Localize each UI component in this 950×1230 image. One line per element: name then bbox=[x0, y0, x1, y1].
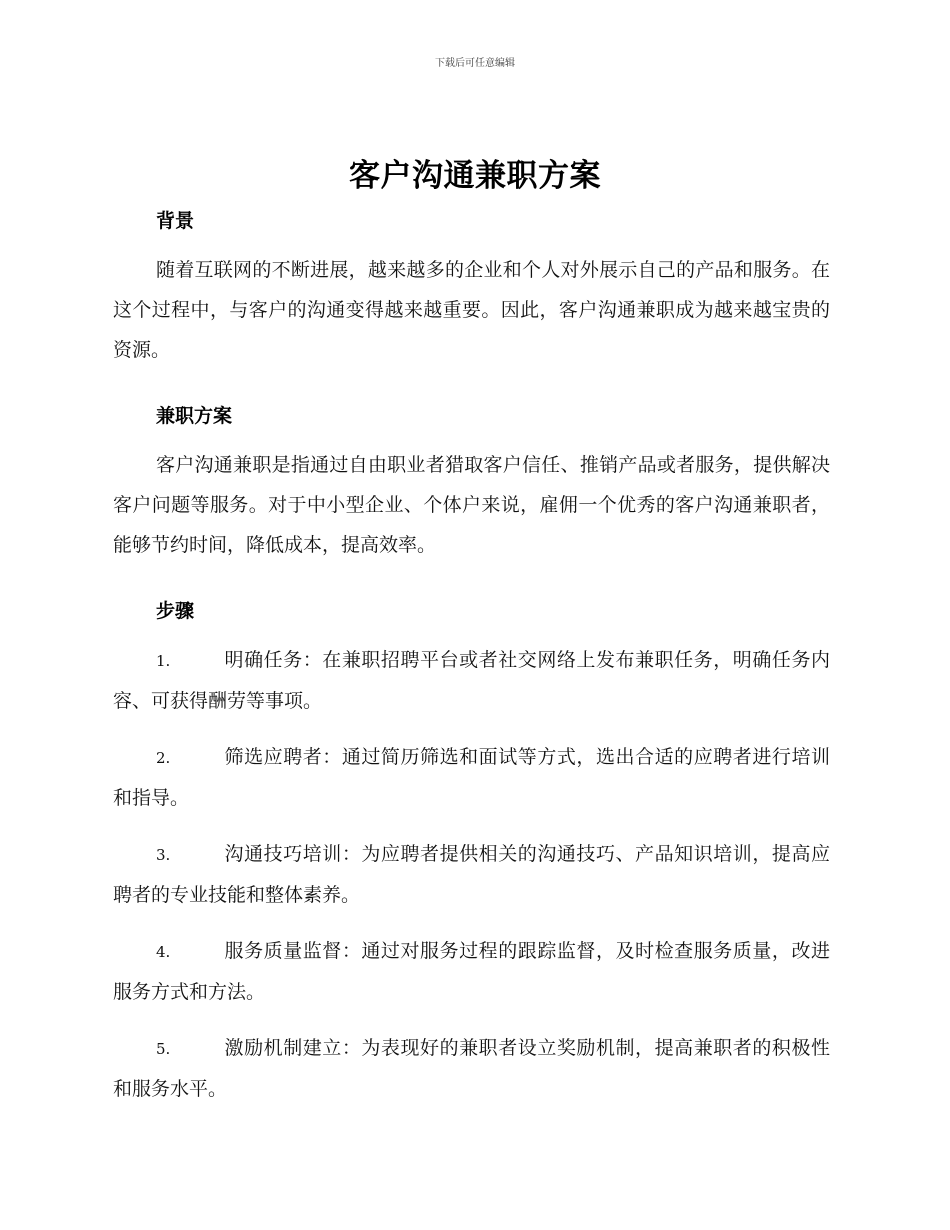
list-item-number: 5. bbox=[156, 1040, 171, 1058]
steps-list bbox=[113, 640, 830, 1109]
list-item bbox=[113, 640, 830, 721]
document-title: 客户沟通兼职方案 bbox=[349, 158, 601, 194]
list-item-text: 服务质量监督：通过对服务过程的跟踪监督，及时检查服务质量，改进服务方式和方法。 bbox=[113, 940, 830, 1003]
list-item bbox=[113, 737, 830, 818]
page-header-note: 下载后可任意编辑 bbox=[435, 58, 515, 69]
section-heading-steps: 步骤 bbox=[156, 600, 195, 622]
paragraph-plan: 客户沟通兼职是指通过自由职业者猎取客户信任、推销产品或者服务，提供解决客户问题等服务。对于中小型企业、个体户来说，雇佣一个优秀的客户沟通兼职者，能够节约时间，降低成本，提高效率。 bbox=[113, 454, 830, 556]
section-heading-plan: 兼职方案 bbox=[156, 405, 233, 427]
list-item-number: 1. bbox=[156, 652, 171, 670]
list-item-number: 2. bbox=[156, 749, 171, 767]
section-heading-background: 背景 bbox=[156, 210, 195, 232]
list-item bbox=[113, 1028, 830, 1109]
paragraph-background: 随着互联网的不断进展，越来越多的企业和个人对外展示自己的产品和服务。在这个过程中，与客户的沟通变得越来越重要。因此，客户沟通兼职成为越来越宝贵的资源。 bbox=[113, 259, 830, 361]
list-item-text: 明确任务：在兼职招聘平台或者社交网络上发布兼职任务，明确任务内容、可获得酬劳等事项。 bbox=[113, 649, 830, 712]
list-item-text: 沟通技巧培训：为应聘者提供相关的沟通技巧、产品知识培训，提高应聘者的专业技能和整体素养。 bbox=[113, 843, 830, 906]
list-item bbox=[113, 931, 830, 1012]
list-item-text: 筛选应聘者：通过简历筛选和面试等方式，选出合适的应聘者进行培训和指导。 bbox=[113, 746, 830, 809]
list-item-text: 激励机制建立：为表现好的兼职者设立奖励机制，提高兼职者的积极性和服务水平。 bbox=[113, 1037, 830, 1100]
list-item-number: 3. bbox=[156, 846, 171, 864]
document-body bbox=[113, 200, 830, 1109]
list-item bbox=[113, 834, 830, 915]
list-item-number: 4. bbox=[156, 943, 171, 961]
